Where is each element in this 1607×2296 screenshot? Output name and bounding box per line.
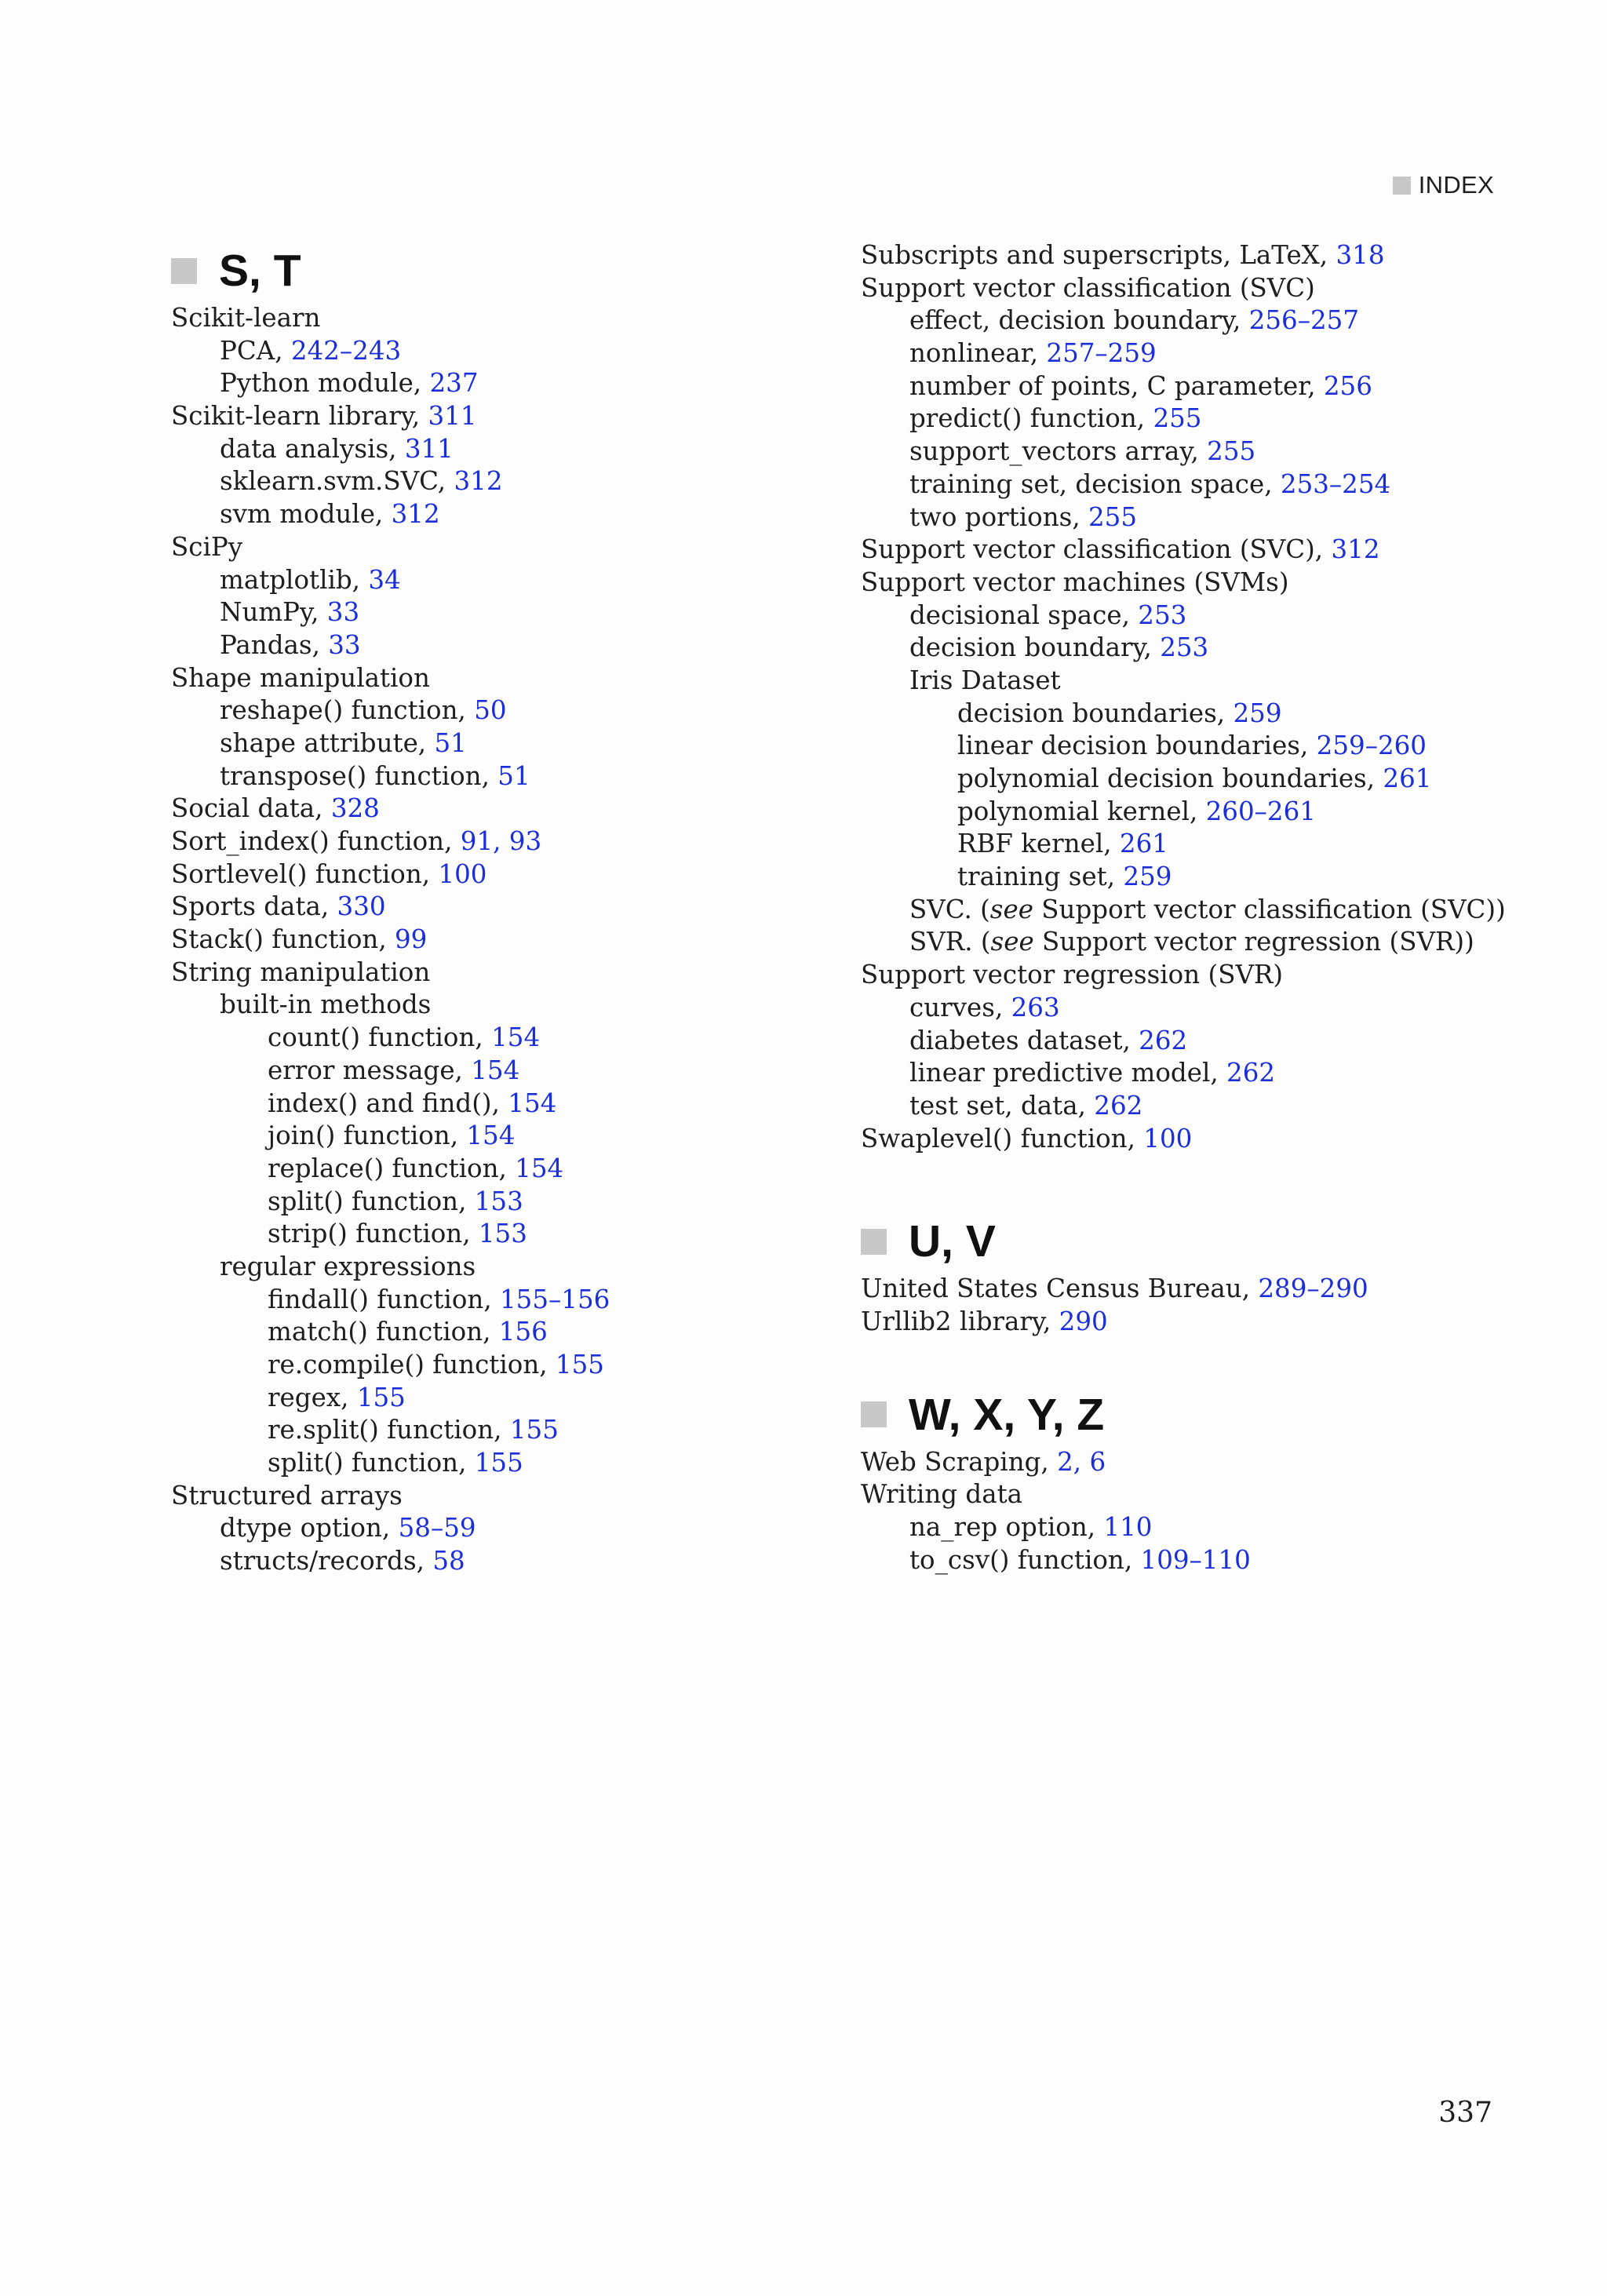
index-subentry: built-in methods bbox=[220, 989, 432, 1020]
index-entry: Sortlevel() function, 100 bbox=[171, 858, 487, 889]
index-subentry: test set, data, 262 bbox=[909, 1090, 1143, 1121]
page-reference[interactable]: 318 bbox=[1336, 240, 1385, 270]
page-reference[interactable]: 257–259 bbox=[1046, 338, 1157, 369]
index-subentry: to_csv() function, 109–110 bbox=[909, 1544, 1251, 1575]
page-reference[interactable]: 242–243 bbox=[290, 335, 402, 366]
index-subsubentry: polynomial kernel, 260–261 bbox=[957, 796, 1316, 826]
page-reference[interactable]: 155 bbox=[555, 1350, 604, 1379]
square-bullet-icon bbox=[1393, 177, 1411, 195]
index-subentry: dtype option, 58–59 bbox=[220, 1513, 476, 1543]
page-reference[interactable]: 58–59 bbox=[398, 1513, 476, 1543]
page-reference[interactable]: 289–290 bbox=[1258, 1274, 1368, 1304]
page-reference[interactable]: 2, 6 bbox=[1057, 1446, 1106, 1477]
index-subentry: na_rep option, 110 bbox=[909, 1512, 1153, 1542]
index-cross-reference: SVC. (see Support vector classification (SVC)) bbox=[909, 894, 1506, 924]
index-subentry: Pandas, 33 bbox=[220, 629, 361, 660]
page-reference[interactable]: 253 bbox=[1138, 600, 1187, 630]
index-subsubentry: re.compile() function, 155 bbox=[268, 1350, 604, 1379]
index-entry: Subscripts and superscripts, LaTeX, 318 bbox=[861, 240, 1385, 270]
index-subentry: Iris Dataset bbox=[909, 665, 1061, 695]
index-subentry: number of points, C parameter, 256 bbox=[909, 370, 1372, 401]
index-subentry: NumPy, 33 bbox=[220, 597, 360, 628]
index-subentry: two portions, 255 bbox=[909, 501, 1138, 532]
page-reference[interactable]: 330 bbox=[337, 891, 386, 922]
index-subentry: PCA, 242–243 bbox=[220, 335, 402, 366]
section-heading-label: U, V bbox=[909, 1216, 996, 1267]
index-subentry: matplotlib, 34 bbox=[220, 564, 401, 595]
page-reference[interactable]: 262 bbox=[1226, 1058, 1276, 1088]
page-reference[interactable]: 99 bbox=[395, 924, 428, 955]
index-entry: Scikit-learn bbox=[171, 303, 321, 333]
page-reference[interactable]: 328 bbox=[330, 793, 380, 824]
square-bullet-icon bbox=[861, 1229, 887, 1255]
page-reference[interactable]: 260–261 bbox=[1205, 796, 1316, 826]
index-subsubentry: training set, 259 bbox=[957, 862, 1172, 892]
page-reference[interactable]: 253 bbox=[1160, 632, 1209, 663]
page-reference[interactable]: 259–260 bbox=[1316, 731, 1427, 761]
index-subentry: reshape() function, 50 bbox=[220, 695, 507, 726]
page-reference[interactable]: 154 bbox=[471, 1055, 520, 1085]
page-number: 337 bbox=[1438, 2097, 1492, 2129]
index-entry: Social data, 328 bbox=[171, 793, 380, 824]
running-head bbox=[1393, 171, 1494, 199]
page-reference[interactable]: 311 bbox=[428, 401, 477, 432]
index-subentry: transpose() function, 51 bbox=[220, 760, 530, 791]
index-subsubentry: split() function, 155 bbox=[268, 1448, 523, 1478]
page-reference[interactable]: 262 bbox=[1139, 1025, 1188, 1055]
index-subsubentry: join() function, 154 bbox=[268, 1121, 516, 1151]
index-entry: Web Scraping, 2, 6 bbox=[861, 1446, 1106, 1477]
running-head-label: INDEX bbox=[1418, 171, 1494, 199]
page-reference[interactable]: 290 bbox=[1059, 1306, 1108, 1336]
page-reference[interactable]: 51 bbox=[497, 760, 530, 791]
page-reference[interactable]: 50 bbox=[474, 695, 507, 726]
index-entry: Shape manipulation bbox=[171, 662, 430, 693]
page-reference[interactable]: 256 bbox=[1323, 370, 1372, 401]
page-reference[interactable]: 156 bbox=[498, 1317, 548, 1347]
page-reference[interactable]: 155 bbox=[356, 1382, 406, 1412]
index-entry: Urllib2 library, 290 bbox=[861, 1306, 1108, 1336]
index-entry: Support vector classification (SVC) bbox=[861, 272, 1315, 303]
index-subsubentry: RBF kernel, 261 bbox=[957, 829, 1168, 859]
index-subentry: shape attribute, 51 bbox=[220, 727, 467, 758]
index-entry: Support vector classification (SVC), 312 bbox=[861, 534, 1380, 565]
page-reference[interactable]: 58 bbox=[432, 1546, 465, 1576]
index-subentry: curves, 263 bbox=[909, 992, 1060, 1022]
index-entry: Swaplevel() function, 100 bbox=[861, 1123, 1193, 1153]
section-heading-u-v bbox=[861, 1210, 1520, 1273]
index-entry: Support vector machines (SVMs) bbox=[861, 567, 1289, 597]
index-subentry: Python module, 237 bbox=[220, 368, 479, 399]
index-subentry: svm module, 312 bbox=[220, 499, 440, 530]
index-subentry: decision boundary, 253 bbox=[909, 632, 1209, 663]
index-entry: United States Census Bureau, 289–290 bbox=[861, 1274, 1368, 1304]
index-subsubentry: polynomial decision boundaries, 261 bbox=[957, 764, 1432, 793]
index-subentry: diabetes dataset, 262 bbox=[909, 1025, 1188, 1055]
page-reference[interactable]: 155 bbox=[509, 1415, 559, 1445]
index-entry: Sports data, 330 bbox=[171, 891, 386, 922]
page-reference[interactable]: 110 bbox=[1103, 1512, 1153, 1542]
index-subsubentry: regex, 155 bbox=[268, 1382, 406, 1412]
index-subentry: data analysis, 311 bbox=[220, 433, 454, 464]
index-subsubentry: match() function, 156 bbox=[268, 1317, 548, 1347]
index-entry: Structured arrays bbox=[171, 1480, 403, 1511]
page-reference[interactable]: 51 bbox=[434, 727, 467, 758]
index-subsubentry: error message, 154 bbox=[268, 1055, 520, 1085]
section-spacer bbox=[861, 1339, 1520, 1383]
index-subentry: sklearn.svm.SVC, 312 bbox=[220, 466, 503, 497]
index-subentry: regular expressions bbox=[220, 1251, 476, 1281]
page-reference[interactable]: 154 bbox=[508, 1088, 557, 1118]
page-reference[interactable]: 154 bbox=[491, 1022, 541, 1053]
page-reference[interactable]: 255 bbox=[1088, 501, 1138, 532]
index-entry: SciPy bbox=[171, 531, 243, 562]
page-reference[interactable]: 255 bbox=[1207, 436, 1256, 467]
square-bullet-icon bbox=[171, 258, 197, 284]
index-column-right bbox=[861, 239, 1520, 1576]
page-reference[interactable]: 255 bbox=[1153, 403, 1202, 434]
page-reference[interactable]: 153 bbox=[474, 1186, 523, 1216]
page-reference[interactable]: 256–257 bbox=[1248, 305, 1360, 336]
page-reference[interactable]: 312 bbox=[1331, 534, 1380, 565]
page-reference[interactable]: 261 bbox=[1383, 764, 1432, 793]
section-heading-label: W, X, Y, Z bbox=[909, 1389, 1105, 1440]
page-reference[interactable]: 259 bbox=[1123, 862, 1172, 892]
page-reference[interactable]: 312 bbox=[391, 499, 440, 530]
page-reference[interactable]: 109–110 bbox=[1140, 1544, 1251, 1575]
index-subentry: nonlinear, 257–259 bbox=[909, 338, 1157, 369]
index-subentry: training set, decision space, 253–254 bbox=[909, 468, 1391, 499]
index-subsubentry: findall() function, 155–156 bbox=[268, 1284, 610, 1314]
index-subsubentry: decision boundaries, 259 bbox=[957, 698, 1282, 728]
index-subsubentry: split() function, 153 bbox=[268, 1186, 523, 1216]
index-subsubentry: re.split() function, 155 bbox=[268, 1415, 559, 1445]
index-subsubentry: count() function, 154 bbox=[268, 1022, 541, 1053]
index-entry: Stack() function, 99 bbox=[171, 924, 428, 955]
page-reference[interactable]: 311 bbox=[404, 433, 454, 464]
index-entry: Writing data bbox=[861, 1479, 1023, 1510]
index-entry: Scikit-learn library, 311 bbox=[171, 401, 477, 432]
square-bullet-icon bbox=[861, 1401, 887, 1427]
section-heading-label: S, T bbox=[219, 246, 301, 296]
page-reference[interactable]: 100 bbox=[438, 858, 487, 889]
index-subentry: decisional space, 253 bbox=[909, 600, 1187, 630]
page-reference[interactable]: 312 bbox=[454, 466, 503, 497]
page-reference[interactable]: 154 bbox=[515, 1153, 564, 1183]
index-subentry: predict() function, 255 bbox=[909, 403, 1202, 434]
index-entry: Sort_index() function, 91, 93 bbox=[171, 826, 542, 856]
page-reference[interactable]: 253–254 bbox=[1280, 468, 1391, 499]
index-subsubentry: index() and find(), 154 bbox=[268, 1088, 557, 1118]
page-reference[interactable]: 261 bbox=[1119, 829, 1168, 859]
page-reference[interactable]: 33 bbox=[326, 597, 360, 628]
index-entry: Support vector regression (SVR) bbox=[861, 960, 1284, 990]
page-reference[interactable]: 100 bbox=[1143, 1123, 1193, 1153]
page-reference[interactable]: 154 bbox=[466, 1121, 516, 1151]
section-heading-s-t bbox=[171, 239, 846, 302]
page-reference[interactable]: 237 bbox=[429, 368, 479, 399]
index-column-left bbox=[171, 239, 846, 1578]
index-cross-reference: SVR. (see Support vector regression (SVR)) bbox=[909, 927, 1474, 957]
page-reference[interactable]: 259 bbox=[1233, 698, 1282, 728]
index-subsubentry: linear decision boundaries, 259–260 bbox=[957, 731, 1427, 761]
index-subentry: effect, decision boundary, 256–257 bbox=[909, 305, 1360, 336]
index-entry: String manipulation bbox=[171, 957, 431, 987]
index-subentry: linear predictive model, 262 bbox=[909, 1058, 1276, 1088]
page-reference[interactable]: 263 bbox=[1011, 992, 1060, 1022]
section-spacer bbox=[861, 1155, 1520, 1210]
page-reference[interactable]: 153 bbox=[478, 1219, 527, 1249]
section-heading-w-x-y-z bbox=[861, 1383, 1520, 1446]
index-subsubentry: replace() function, 154 bbox=[268, 1153, 564, 1183]
page-reference[interactable]: 155–156 bbox=[499, 1284, 610, 1314]
page-reference[interactable]: 33 bbox=[328, 629, 361, 660]
index-subentry: structs/records, 58 bbox=[220, 1546, 465, 1576]
page-reference[interactable]: 155 bbox=[474, 1448, 523, 1478]
index-subsubentry: strip() function, 153 bbox=[268, 1219, 527, 1249]
index-subentry: support_vectors array, 255 bbox=[909, 436, 1256, 467]
page-reference[interactable]: 91, 93 bbox=[460, 826, 542, 856]
page-reference[interactable]: 262 bbox=[1094, 1090, 1143, 1121]
page-reference[interactable]: 34 bbox=[368, 564, 401, 595]
